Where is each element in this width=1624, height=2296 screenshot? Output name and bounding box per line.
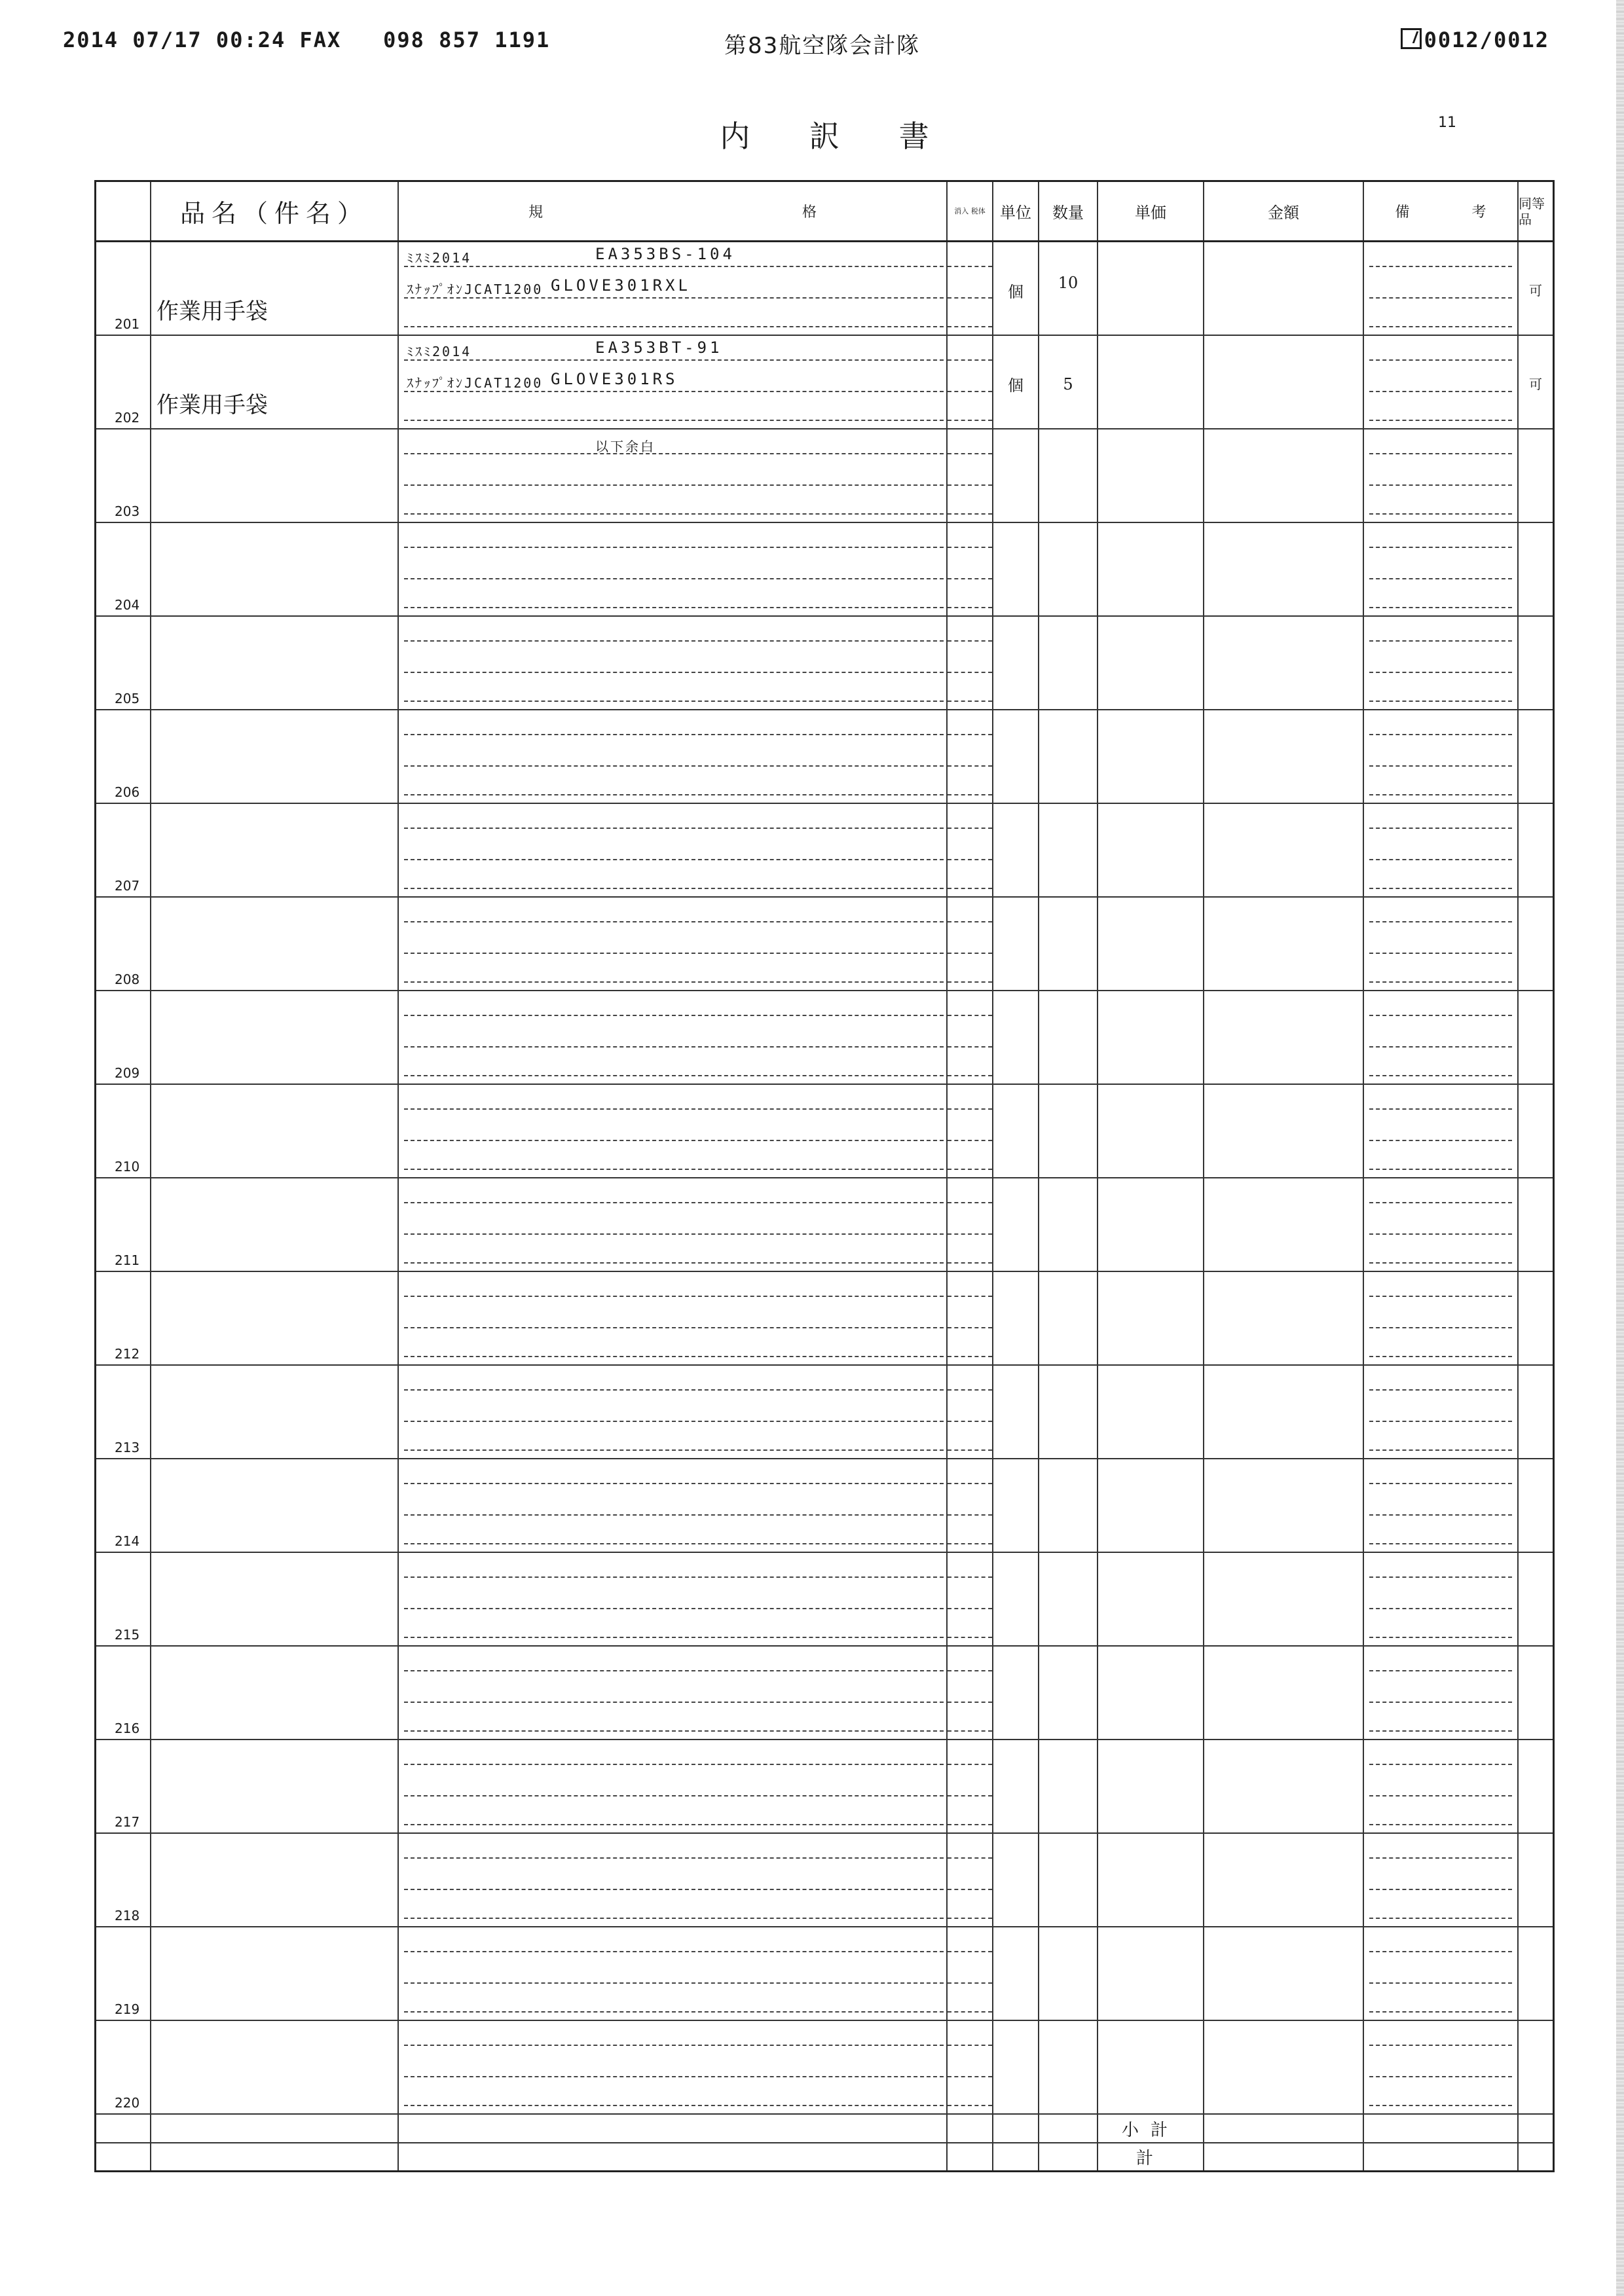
- item-amount: [1204, 2021, 1364, 2113]
- item-spec: [399, 1272, 948, 1364]
- item-quantity: [1039, 429, 1098, 522]
- item-quantity: [1039, 617, 1098, 709]
- item-name: [151, 1085, 399, 1177]
- header-equivalent: 同等品: [1519, 195, 1545, 227]
- fax-sender: 第83航空隊会計隊: [724, 33, 921, 59]
- spec-line-1: ﾐｽﾐ2014: [407, 344, 472, 359]
- row-number: 203: [96, 429, 151, 522]
- breakdown-table: [94, 180, 1555, 2172]
- equivalent-value: 可: [1529, 283, 1542, 299]
- unit-value: 個: [1008, 283, 1024, 301]
- item-unit: [993, 898, 1039, 990]
- row-number: 204: [96, 523, 151, 615]
- item-equivalent: [1519, 242, 1553, 335]
- item-spec: [399, 523, 948, 615]
- item-tax: [948, 1647, 993, 1739]
- item-quantity: [1039, 1366, 1098, 1458]
- table-row: [96, 898, 1553, 991]
- table-header: [96, 182, 1553, 242]
- item-tax: [948, 617, 993, 709]
- spec-line-2: ｽﾅｯﾌﾟｵﾝJCAT1200: [407, 282, 544, 297]
- item-tax: [948, 991, 993, 1084]
- item-remarks: [1364, 1927, 1519, 2020]
- spec-code-2: GLOVE301RS: [551, 370, 678, 388]
- item-remarks: [1364, 336, 1519, 428]
- item-amount: [1204, 1178, 1364, 1271]
- item-equivalent: [1519, 1834, 1553, 1926]
- item-tax: [948, 1553, 993, 1645]
- item-remarks: [1364, 1740, 1519, 1832]
- header-amount: 金額: [1204, 182, 1364, 240]
- item-tax: [948, 1366, 993, 1458]
- row-number: 207: [96, 804, 151, 896]
- item-unit-price: [1098, 1834, 1204, 1926]
- item-name: 作業用手袋: [151, 242, 399, 335]
- item-unit: [993, 1927, 1039, 2020]
- item-amount: [1204, 523, 1364, 615]
- item-unit: [993, 1178, 1039, 1271]
- item-equivalent: [1519, 1178, 1553, 1271]
- item-spec: [399, 1553, 948, 1645]
- item-spec: [399, 1740, 948, 1832]
- row-number: 219: [96, 1927, 151, 2020]
- item-unit: [993, 617, 1039, 709]
- item-amount: [1204, 1647, 1364, 1739]
- item-tax: [948, 242, 993, 335]
- item-quantity: [1039, 1178, 1098, 1271]
- row-number: 214: [96, 1459, 151, 1552]
- item-quantity: [1039, 1740, 1098, 1832]
- header-spec-right: 格: [802, 204, 817, 221]
- item-unit-price: [1098, 1647, 1204, 1739]
- item-amount: [1204, 1553, 1364, 1645]
- header-remarks: [1364, 182, 1519, 240]
- item-unit-price: [1098, 898, 1204, 990]
- item-name: [151, 1740, 399, 1832]
- row-number: 201: [96, 242, 151, 335]
- subtotal-label: 小計: [1098, 2115, 1204, 2142]
- row-number: 216: [96, 1647, 151, 1739]
- item-remarks: [1364, 1272, 1519, 1364]
- item-quantity: [1039, 1272, 1098, 1364]
- item-unit-price: [1098, 617, 1204, 709]
- table-row: [96, 1178, 1553, 1272]
- row-number: 206: [96, 710, 151, 803]
- item-amount: [1204, 1085, 1364, 1177]
- subtotal-row: [96, 2115, 1553, 2143]
- item-name: [151, 2021, 399, 2113]
- item-unit-price: [1098, 1553, 1204, 1645]
- row-number: 209: [96, 991, 151, 1084]
- item-remarks: [1364, 710, 1519, 803]
- item-unit-price: [1098, 1366, 1204, 1458]
- header-tax: 消入 税体: [948, 182, 993, 240]
- item-amount: [1204, 991, 1364, 1084]
- item-spec: [399, 991, 948, 1084]
- item-unit: [993, 1085, 1039, 1177]
- item-spec: [399, 242, 948, 335]
- header-remarks-right: 考: [1471, 204, 1486, 221]
- fax-page-counter: [1401, 27, 1549, 52]
- checkbox-icon: [1401, 28, 1422, 49]
- item-amount: [1204, 1459, 1364, 1552]
- item-spec: [399, 429, 948, 522]
- row-number: 220: [96, 2021, 151, 2113]
- item-name: [151, 1459, 399, 1552]
- row-number: 212: [96, 1272, 151, 1364]
- item-tax: [948, 336, 993, 428]
- item-spec: [399, 1366, 948, 1458]
- row-number: 211: [96, 1178, 151, 1271]
- item-spec: [399, 1459, 948, 1552]
- item-quantity: [1039, 1834, 1098, 1926]
- item-name: 作業用手袋: [151, 336, 399, 428]
- item-name: [151, 1366, 399, 1458]
- item-remarks: [1364, 1553, 1519, 1645]
- item-unit: [993, 523, 1039, 615]
- item-equivalent: [1519, 1647, 1553, 1739]
- item-unit: [993, 1459, 1039, 1552]
- item-remarks: [1364, 617, 1519, 709]
- spec-code-2: GLOVE301RXL: [551, 276, 691, 295]
- quantity-value: 5: [1063, 375, 1073, 393]
- item-unit: [993, 1740, 1039, 1832]
- total-row: [96, 2143, 1553, 2172]
- spec-line-2: ｽﾅｯﾌﾟｵﾝJCAT1200: [407, 375, 544, 391]
- table-row: [96, 242, 1553, 336]
- item-name: [151, 617, 399, 709]
- item-tax: [948, 2021, 993, 2113]
- unit-value: 個: [1008, 376, 1024, 395]
- item-name: [151, 523, 399, 615]
- item-spec: [399, 804, 948, 896]
- item-unit: [993, 1834, 1039, 1926]
- item-unit: [993, 429, 1039, 522]
- item-unit-price: [1098, 991, 1204, 1084]
- row-number: 217: [96, 1740, 151, 1832]
- table-row: [96, 1927, 1553, 2021]
- table-row: [96, 804, 1553, 898]
- item-unit: [993, 1272, 1039, 1364]
- item-spec: [399, 1927, 948, 2020]
- item-name: [151, 1272, 399, 1364]
- item-name: [151, 1553, 399, 1645]
- item-name: [151, 804, 399, 896]
- item-unit-price: [1098, 1178, 1204, 1271]
- item-tax: [948, 1927, 993, 2020]
- item-quantity: [1039, 336, 1098, 428]
- item-amount: [1204, 710, 1364, 803]
- item-spec: [399, 2021, 948, 2113]
- item-quantity: [1039, 1459, 1098, 1552]
- item-name: [151, 1647, 399, 1739]
- item-equivalent: [1519, 1272, 1553, 1364]
- item-equivalent: [1519, 710, 1553, 803]
- page-number: 11: [1438, 115, 1456, 131]
- header-unit: 単位: [993, 182, 1039, 240]
- item-unit-price: [1098, 710, 1204, 803]
- item-equivalent: [1519, 1553, 1553, 1645]
- item-name: [151, 429, 399, 522]
- table-row: [96, 1459, 1553, 1553]
- table-row: [96, 1366, 1553, 1459]
- table-row: [96, 991, 1553, 1085]
- spec-code-1: EA353BS-104: [595, 245, 735, 263]
- item-equivalent: [1519, 1366, 1553, 1458]
- item-unit: [993, 1366, 1039, 1458]
- item-unit-price: [1098, 2021, 1204, 2113]
- item-unit-price: [1098, 242, 1204, 335]
- item-quantity: [1039, 710, 1098, 803]
- item-name: [151, 898, 399, 990]
- item-tax: [948, 1834, 993, 1926]
- item-quantity: [1039, 1927, 1098, 2020]
- item-equivalent: [1519, 1740, 1553, 1832]
- row-number: 208: [96, 898, 151, 990]
- header-unit-price: 単価: [1098, 182, 1204, 240]
- header-name: 品名（件名）: [151, 182, 399, 240]
- table-row: [96, 1647, 1553, 1740]
- fax-datetime-number: 2014 07/17 00:24 FAX 098 857 1191: [63, 27, 551, 52]
- item-remarks: [1364, 1647, 1519, 1739]
- item-amount: [1204, 804, 1364, 896]
- item-tax: [948, 804, 993, 896]
- item-equivalent: [1519, 336, 1553, 428]
- item-unit-price: [1098, 804, 1204, 896]
- item-equivalent: [1519, 617, 1553, 709]
- item-amount: [1204, 1927, 1364, 2020]
- spec-line-1: 以下余白: [595, 439, 655, 454]
- row-number: 218: [96, 1834, 151, 1926]
- item-quantity: [1039, 991, 1098, 1084]
- table-row: [96, 1085, 1553, 1178]
- fax-header: [63, 27, 1549, 60]
- item-quantity: [1039, 804, 1098, 896]
- item-equivalent: [1519, 898, 1553, 990]
- table-row: [96, 523, 1553, 617]
- item-unit-price: [1098, 1459, 1204, 1552]
- table-row: [96, 710, 1553, 804]
- item-unit-price: [1098, 336, 1204, 428]
- item-unit-price: [1098, 1272, 1204, 1364]
- item-equivalent: [1519, 804, 1553, 896]
- item-quantity: [1039, 2021, 1098, 2113]
- item-tax: [948, 1272, 993, 1364]
- item-unit: [993, 991, 1039, 1084]
- item-unit-price: [1098, 1085, 1204, 1177]
- item-remarks: [1364, 523, 1519, 615]
- header-number: [96, 182, 151, 240]
- item-tax: [948, 710, 993, 803]
- item-name: [151, 1178, 399, 1271]
- item-quantity: [1039, 1553, 1098, 1645]
- table-row: [96, 1740, 1553, 1834]
- row-number: 210: [96, 1085, 151, 1177]
- item-amount: [1204, 1272, 1364, 1364]
- item-amount: [1204, 617, 1364, 709]
- header-quantity: 数量: [1039, 182, 1098, 240]
- header-spec-left: 規: [528, 204, 543, 221]
- item-remarks: [1364, 1459, 1519, 1552]
- fax-page-counter-text: 0012/0012: [1424, 27, 1549, 52]
- item-tax: [948, 1085, 993, 1177]
- item-quantity: [1039, 1647, 1098, 1739]
- item-quantity: [1039, 1085, 1098, 1177]
- total-label: 計: [1098, 2143, 1204, 2170]
- item-name: [151, 710, 399, 803]
- item-remarks: [1364, 1366, 1519, 1458]
- table-row: [96, 1553, 1553, 1647]
- item-remarks: [1364, 429, 1519, 522]
- item-amount: [1204, 1834, 1364, 1926]
- item-unit-price: [1098, 429, 1204, 522]
- item-remarks: [1364, 1834, 1519, 1926]
- item-remarks: [1364, 804, 1519, 896]
- item-spec: [399, 617, 948, 709]
- item-name: [151, 1834, 399, 1926]
- item-spec: [399, 710, 948, 803]
- item-spec: [399, 1085, 948, 1177]
- item-tax: [948, 1740, 993, 1832]
- item-unit: [993, 804, 1039, 896]
- item-equivalent: [1519, 1459, 1553, 1552]
- row-number: 202: [96, 336, 151, 428]
- item-remarks: [1364, 2021, 1519, 2113]
- item-unit-price: [1098, 1740, 1204, 1832]
- item-equivalent: [1519, 991, 1553, 1084]
- item-tax: [948, 523, 993, 615]
- item-tax: [948, 1178, 993, 1271]
- item-quantity: [1039, 523, 1098, 615]
- item-tax: [948, 429, 993, 522]
- item-quantity: [1039, 242, 1098, 335]
- item-remarks: [1364, 898, 1519, 990]
- item-remarks: [1364, 991, 1519, 1084]
- table-row: [96, 336, 1553, 429]
- header-remarks-left: 備: [1395, 204, 1410, 221]
- item-tax: [948, 898, 993, 990]
- item-equivalent: [1519, 1927, 1553, 2020]
- item-unit-price: [1098, 523, 1204, 615]
- row-number: 215: [96, 1553, 151, 1645]
- row-number: 213: [96, 1366, 151, 1458]
- item-quantity: [1039, 898, 1098, 990]
- scan-edge: [1616, 0, 1624, 2296]
- item-equivalent: [1519, 2021, 1553, 2113]
- item-spec: [399, 1178, 948, 1271]
- item-remarks: [1364, 242, 1519, 335]
- item-spec: [399, 1647, 948, 1739]
- spec-line-1: ﾐｽﾐ2014: [407, 250, 472, 266]
- document-title: 内 訳 書: [720, 118, 954, 154]
- item-unit: [993, 710, 1039, 803]
- table-row: [96, 1834, 1553, 1927]
- item-spec: [399, 1834, 948, 1926]
- item-spec: [399, 336, 948, 428]
- item-amount: [1204, 1740, 1364, 1832]
- subtotal-amount: [1204, 2115, 1364, 2142]
- item-amount: [1204, 429, 1364, 522]
- item-equivalent: [1519, 523, 1553, 615]
- item-remarks: [1364, 1178, 1519, 1271]
- item-amount: [1204, 898, 1364, 990]
- item-equivalent: [1519, 429, 1553, 522]
- quantity-value: 10: [1058, 274, 1079, 292]
- item-remarks: [1364, 1085, 1519, 1177]
- item-amount: [1204, 1366, 1364, 1458]
- header-spec: [399, 182, 948, 240]
- item-name: [151, 1927, 399, 2020]
- item-amount: [1204, 242, 1364, 335]
- item-spec: [399, 898, 948, 990]
- item-name: [151, 991, 399, 1084]
- spec-code-1: EA353BT-91: [595, 338, 723, 357]
- table-row: [96, 1272, 1553, 1366]
- table-row: [96, 2021, 1553, 2115]
- row-number: 205: [96, 617, 151, 709]
- item-unit: [993, 1647, 1039, 1739]
- item-equivalent: [1519, 1085, 1553, 1177]
- total-amount: [1204, 2143, 1364, 2170]
- item-unit: [993, 2021, 1039, 2113]
- item-unit: [993, 1553, 1039, 1645]
- item-tax: [948, 1459, 993, 1552]
- table-row: [96, 617, 1553, 710]
- item-unit-price: [1098, 1927, 1204, 2020]
- item-unit: [993, 336, 1039, 428]
- table-row: [96, 429, 1553, 523]
- equivalent-value: 可: [1529, 376, 1542, 392]
- item-amount: [1204, 336, 1364, 428]
- item-unit: [993, 242, 1039, 335]
